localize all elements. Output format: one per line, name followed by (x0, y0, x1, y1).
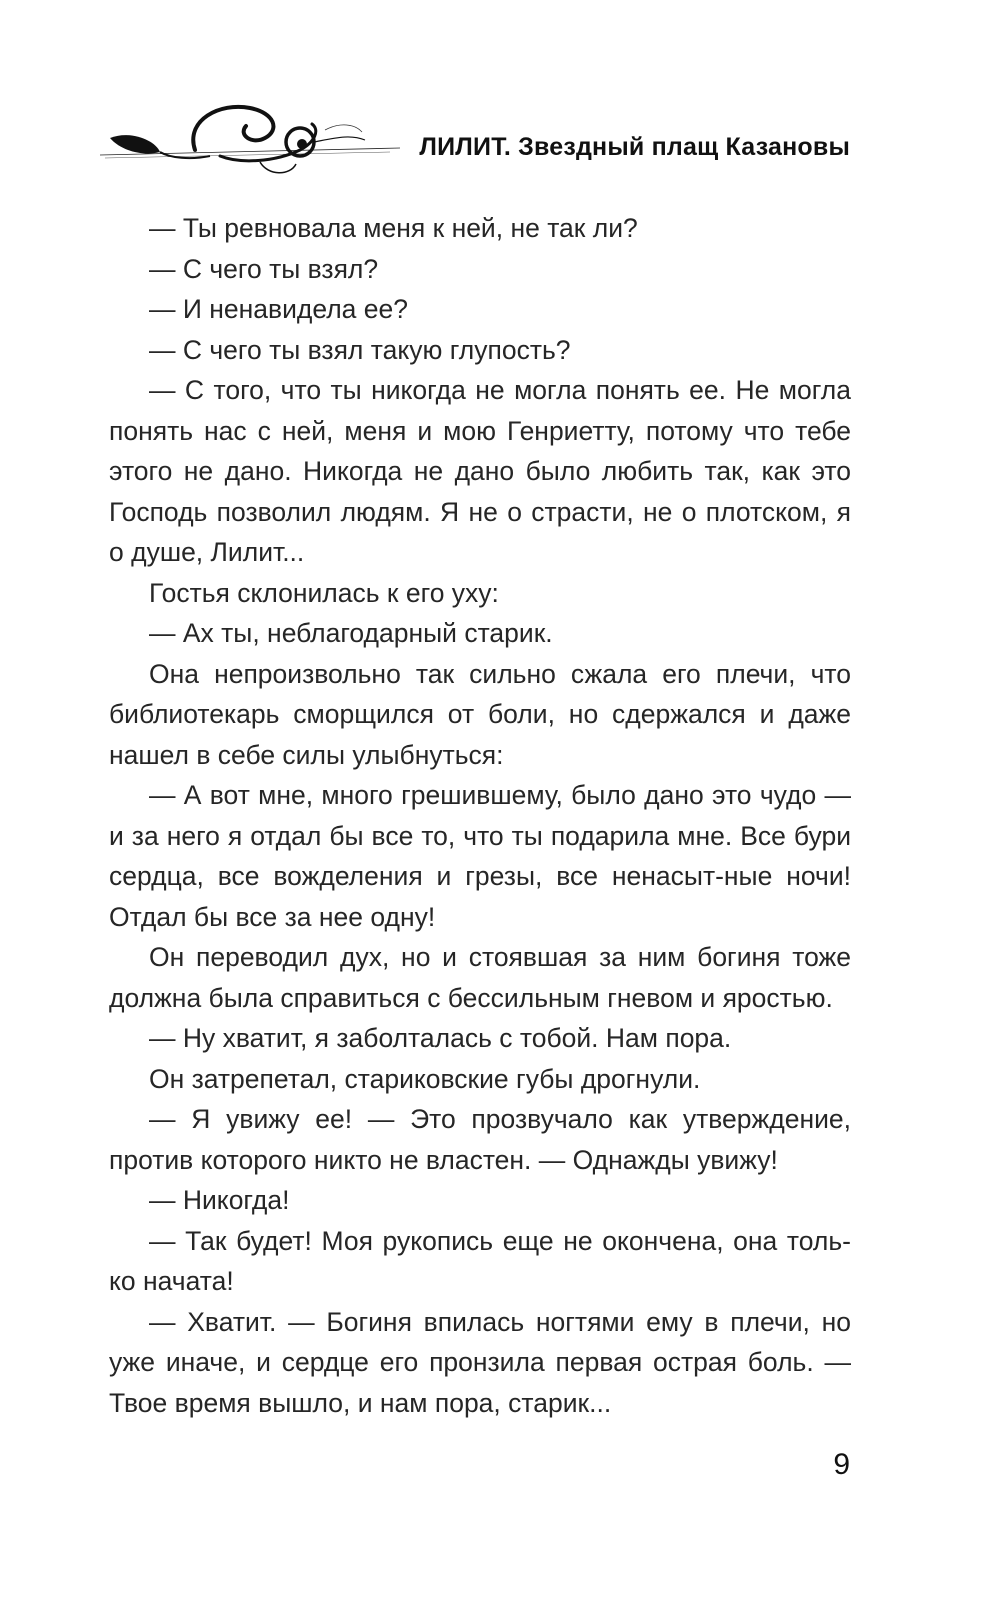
paragraph: Он затрепетал, стариковские губы дрогнули. (149, 1063, 701, 1094)
paragraph: Гостья склонилась к его уху: (149, 577, 499, 608)
paragraph: — А вот мне, много грешившему, было дано это чудо — и за него я отдал бы все то, что ты подарила мне. Все бури сердца, все вожделения и грезы, все ненасыт-ные ночи! Отдал бы все за нее одну! (109, 780, 851, 932)
paragraph: — Ты ревновала меня к ней, не так ли? (149, 213, 638, 243)
paragraph: — С того, что ты никогда не могла понять ее. Не могла понять нас с ней, меня и мою Генриетту, потому что тебе этого не дано. Никогда не дано было любить так, как это Господь позволил людям. Я не о страсти, не о плотском, я о душе, Лилит... (109, 375, 851, 567)
page-number: 9 (833, 1448, 850, 1481)
paragraph: — Ну хватит, я заболталась с тобой. Нам пора. (149, 1023, 732, 1053)
paragraph: — С чего ты взял такую глупость? (149, 334, 571, 365)
body-text (109, 208, 851, 1423)
paragraph: — Ах ты, неблагодарный старик. (149, 618, 553, 648)
running-title: ЛИЛИТ. Звездный плащ Казановы (419, 133, 850, 161)
paragraph: — Я увижу ее! — Это прозвучало как утверждение, против которого никто не властен. — Однажды увижу! (109, 1104, 851, 1175)
paragraph: — И ненавидела ее? (149, 294, 408, 324)
paragraph: Он переводил дух, но и стоявшая за ним богиня тоже должна была справиться с бессильным гневом и яростью. (109, 942, 851, 1013)
page-header (100, 100, 850, 180)
flourish-ornament-icon (100, 100, 400, 180)
paragraph: — Хватит. — Богиня впилась ногтями ему в плечи, но уже иначе, и сердце его пронзила первая острая боль. — Твое время вышло, и нам пора, старик... (109, 1306, 851, 1418)
paragraph: — Так будет! Моя рукопись еще не окончена, она толь-ко начата! (109, 1225, 851, 1296)
paragraph: Она непроизвольно так сильно сжала его плечи, что библиотекарь сморщился от боли, но сдержался и даже нашел в себе силы улыбнуться: (109, 658, 851, 770)
paragraph: — С чего ты взял? (149, 253, 379, 284)
paragraph: — Никогда! (149, 1185, 290, 1215)
